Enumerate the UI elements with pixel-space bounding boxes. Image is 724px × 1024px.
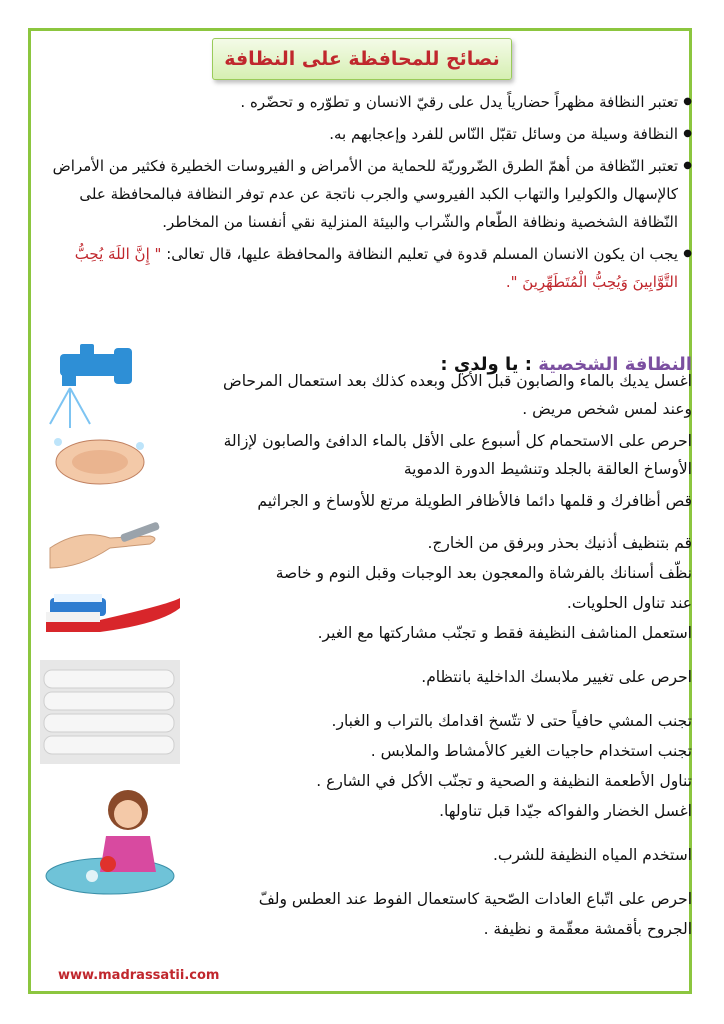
intro-item: ● تعتبر النّظافة من أهمّ الطرق الضّروريّة للحماية من الأمراض و الفيروسات الخطيرة فكثير من الأمراض كالإسهال والكوليرا والتهاب الكبد الفيروسي والجرب ناتجة عن عدم توفر النظافة فبالمحافظة على النّظافة الشخصية ونظافة الطّعام والشّراب والبيئة المنزلية نقي أنفسنا من المخاطر. (40, 152, 678, 236)
advice-line: وعند لمس شخص مريض . (522, 400, 692, 418)
girl-washing-fruit-illustration (40, 780, 180, 900)
advice-line: استخدم المياه النظيفة للشرب. (492, 846, 692, 864)
advice-line: عند تناول الحلويات. (566, 594, 692, 612)
intro-section (40, 88, 692, 300)
section-heading-title: النظافة الشخصية (538, 354, 692, 375)
advice-line: احرص على اتّباع العادات الصّحية كاستعمال الفوط عند العطس ولفّ (258, 890, 692, 908)
advice-line: تجنب استخدام حاجيات الغير كالأمشاط والملابس . (370, 742, 692, 760)
advice-line: احرص على تغيير ملابسك الداخلية بانتظام. (421, 668, 692, 686)
section-heading-sub: : يا ولدي : (440, 354, 532, 375)
quran-verse: " إِنَّ اللَهَ يُحِبُّ التَّوَّابِينَ وَيُحِبُّ الْمُتَطَهِّرِينَ ". (74, 245, 678, 291)
intro-list (40, 88, 692, 296)
advice-line: الجروح بأقمشة معقّمة و نظيفة . (483, 920, 692, 938)
advice-line: تجنب المشي حافياً حتى لا تتّسخ اقدامك بالتراب و الغبار. (331, 712, 692, 730)
title-banner (212, 38, 512, 80)
advice-line: قم بتنظيف أذنيك بحذر وبرفق من الخارج. (427, 534, 692, 552)
advice-line: نظّف أسنانك بالفرشاة والمعجون بعد الوجبات وقبل النوم و خاصة (275, 564, 692, 582)
advice-line: قص أظافرك و قلمها دائما فالأظافر الطويلة مرتع للأوساخ و الجراثيم (257, 492, 692, 510)
advice-line: استعمل المناشف النظيفة فقط و تجنّب مشاركتها مع الغير. (317, 624, 692, 642)
website-url: www.madrassatii.com (58, 968, 220, 983)
towels-illustration (40, 660, 180, 764)
advice-line: اغسل الخضار والفواكه جيّدا قبل تناولها. (439, 802, 692, 820)
toothbrush-illustration (40, 584, 180, 654)
intro-item: ● تعتبر النظافة مظهراً حضارياً يدل على رقيّ الانسان و تطوّره و تحضّره . (40, 88, 678, 116)
intro-item-text: يجب ان يكون الانسان المسلم قدوة في تعليم النظافة والمحافظة عليها، قال تعالى: (166, 245, 678, 263)
advice-line: اغسل يديك بالماء والصابون قبل الأكل وبعده كذلك بعد استعمال المرحاض (222, 372, 692, 390)
advice-line: احرص على الاستحمام كل أسبوع على الأقل بالماء الدافئ والصابون لإزالة (223, 432, 692, 450)
intro-item: ● النظافة وسيلة من وسائل تقبّل النّاس للفرد وإعجابهم به. (40, 120, 678, 148)
handwashing-illustration (40, 344, 180, 500)
intro-item (40, 240, 678, 296)
page-title: نصائح للمحافظة على النظافة (224, 48, 500, 70)
advice-line: تناول الأطعمة النظيفة و الصحية و تجنّب الأكل في الشارع . (316, 772, 692, 790)
advice-line: الأوساخ العالقة بالجلد وتنشيط الدورة الدموية (403, 460, 692, 478)
nail-clipping-illustration (40, 508, 180, 578)
